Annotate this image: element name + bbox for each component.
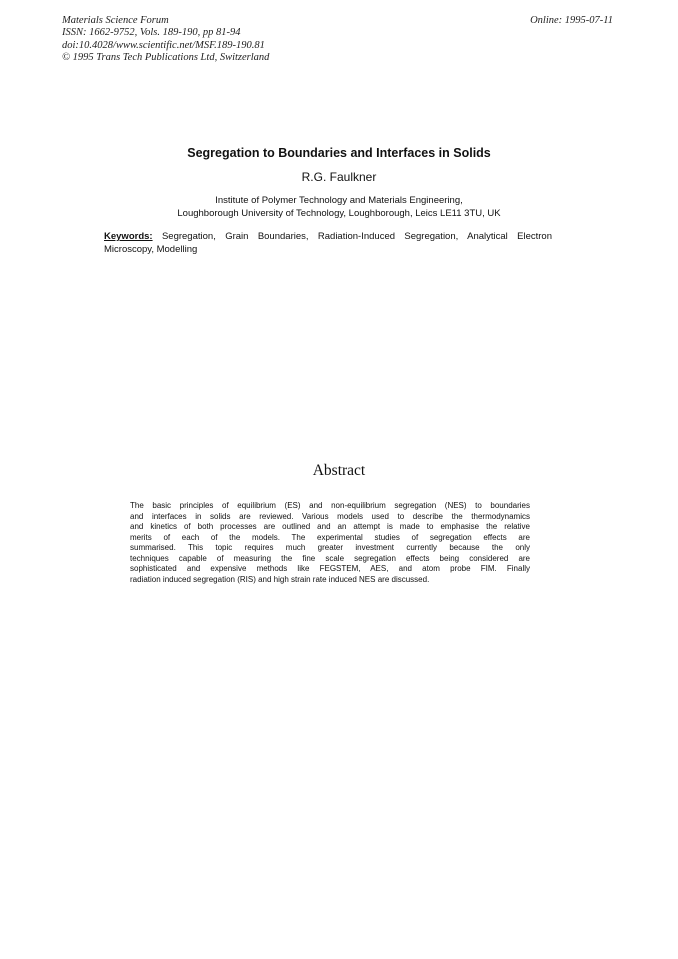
abstract-line: The basic principles of equilibrium (ES) and non-equilibrium segregation (NES) to boundaries [130, 501, 530, 510]
abstract-line: radiation induced segregation (RIS) and high strain rate induced NES are discussed. [130, 574, 430, 584]
abstract-line: sophisticated and expensive methods like FEGSTEM, AES, and atom probe FIM. Finally [130, 564, 530, 574]
abstract-line: and interfaces in solids are reviewed. Various models used to describe the thermodynamics [130, 511, 530, 521]
abstract-line: summarised. This topic requires much greater investment currently because the only [130, 543, 530, 553]
journal-citation-block [62, 15, 269, 64]
abstract-line: merits of each of the models. The experimental studies of segregation effects are [130, 532, 530, 542]
affiliation-line-1: Institute of Polymer Technology and Materials Engineering, [215, 195, 463, 206]
keywords-text: Segregation, Grain Boundaries, Radiation-Induced Segregation, Analytical Electron Microscopy, Modelling [104, 231, 552, 255]
copyright-line: © 1995 Trans Tech Publications Ltd, Switzerland [62, 51, 270, 63]
abstract-line: techniques capable of measuring the fine scale segregation effects being considered are [130, 553, 530, 563]
abstract-line: and kinetics of both processes are outlined and an attempt is made to emphasise the relative [130, 522, 530, 532]
paper-author: R.G. Faulkner [301, 170, 377, 184]
affiliation-line-2: Loughborough University of Technology, Loughborough, Leics LE11 3TU, UK [177, 208, 501, 219]
keywords-label: Keywords: [104, 231, 153, 242]
journal-name: Materials Science Forum [62, 15, 169, 26]
keywords-block [104, 231, 552, 256]
author-affiliation [0, 194, 678, 220]
issn-volume-pages: ISSN: 1662-9752, Vols. 189-190, pp 81-94 [62, 27, 241, 39]
abstract-heading: Abstract [312, 462, 366, 479]
abstract-body [130, 501, 530, 585]
online-date: Online: 1995-07-11 [530, 15, 613, 26]
doi-line: doi:10.4028/www.scientific.net/MSF.189-190.81 [62, 39, 265, 51]
paper-title: Segregation to Boundaries and Interfaces in Solids [187, 146, 491, 160]
